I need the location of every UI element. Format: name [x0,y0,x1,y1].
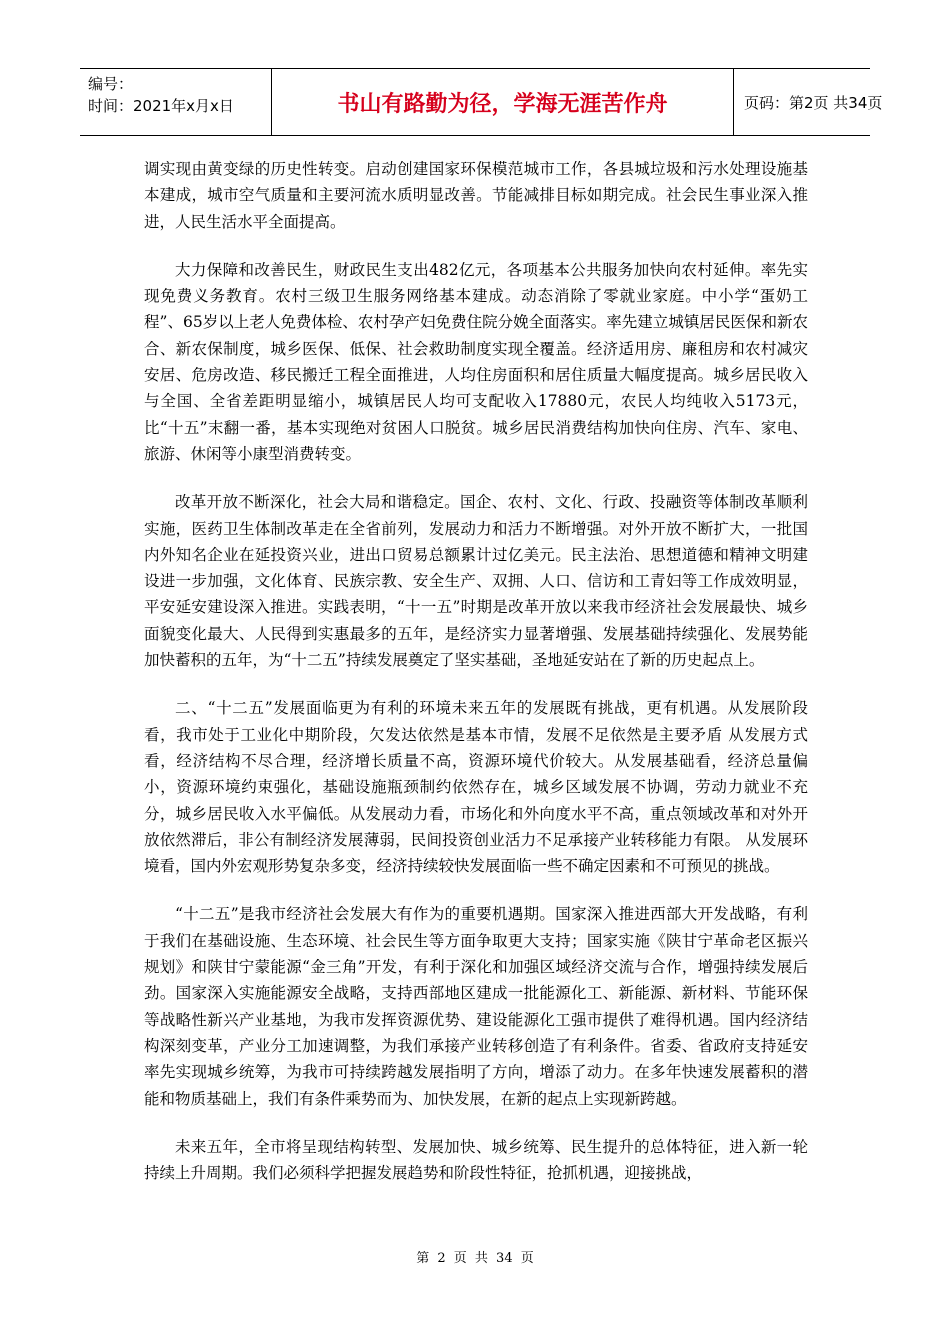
header-page-number: 页码：第2页 共34页 [744,93,883,112]
header-motto: 书山有路勤为径，学海无涯苦作舟 [272,69,734,135]
document-body [144,156,808,1208]
document-time-label: 时间：2021年x月x日 [88,97,234,115]
page-header [80,68,883,136]
header-meta [80,69,272,135]
document-number-label: 编号： [88,75,134,93]
page-footer: 第 2 页 共 34 页 [416,1251,534,1266]
body-paragraph-3: 改革开放不断深化，社会大局和谐稳定。国企、农村、文化、行政、投融资等体制改革顺利实施，医药卫生体制改革走在全省前列，发展动力和活力不断增强。对外开放不断扩大，一批国内外知名企业在延投资兴业，进出口贸易总额累计过亿美元。民主法治、思想道德和精神文明建设进一步加强，文化体育、民族宗教、安全生产、双拥、人口、信访和工青妇等工作成效明显，平安延安建设深入推进。实践表明，“十一五”时期是改革开放以来我市经济社会发展最快、城乡面貌变化最大、人民得到实惠最多的五年，是经济实力显著增强、发展基础持续强化、发展势能加快蓄积的五年，为“十二五”持续发展奠定了坚实基础，圣地延安站在了新的历史起点上。 [144,493,808,670]
body-paragraph-6: 未来五年，全市将呈现结构转型、发展加快、城乡统筹、民生提升的总体特征，进入新一轮持续上升周期。我们必须科学把握发展趋势和阶段性特征，抢抓机遇，迎接挑战， [144,1137,808,1183]
body-paragraph-2: 大力保障和改善民生，财政民生支出482亿元，各项基本公共服务加快向农村延伸。率先实现免费义务教育。农村三级卫生服务网络基本建成。动态消除了零就业家庭。中小学“蛋奶工程”、65岁以上老人免费体检、农村孕产妇免费住院分娩全面落实。率先建立城镇居民医保和新农合、新农保制度，城乡医保、低保、社会救助制度实现全覆盖。经济适用房、廉租房和农村减灾安居、危房改造、移民搬迁工程全面推进，人均住房面积和居住质量大幅度提高。城乡居民收入与全国、全省差距明显缩小，城镇居民人均可支配收入17880元，农民人均纯收入5173元，比“十五”末翻一番，基本实现绝对贫困人口脱贫。城乡居民消费结构加快向住房、汽车、家电、旅游、休闲等小康型消费转变。 [144,260,808,463]
body-paragraph-5: “十二五”是我市经济社会发展大有作为的重要机遇期。国家深入推进西部大开发战略，有利于我们在基础设施、生态环境、社会民生等方面争取更大支持；国家实施《陕甘宁革命老区振兴规划》和陕甘宁蒙能源“金三角”开发，有利于深化和加强区域经济交流与合作，增强持续发展后劲。国家深入实施能源安全战略，支持西部地区建成一批能源化工、新能源、新材料、节能环保等战略性新兴产业基地，为我市发挥资源优势、建设能源化工强市提供了难得机遇。国内经济结构深刻变革，产业分工加速调整，为我们承接产业转移创造了有利条件。省委、省政府支持延安率先实现城乡统筹，为我市可持续跨越发展指明了方向，增添了动力。在多年快速发展蓄积的潜能和物质基础上，我们有条件乘势而为、加快发展，在新的起点上实现新跨越。 [144,905,808,1108]
body-paragraph-4: 二、“十二五”发展面临更为有利的环境未来五年的发展既有挑战，更有机遇。从发展阶段看，我市处于工业化中期阶段，欠发达依然是基本市情，发展不足依然是主要矛盾 从发展方式看，经济结构不尽合理，经济增长质量不高，资源环境代价较大。从发展基础看，经济总量偏小，资源环境约束强化，基础设施瓶颈制约依然存在，城乡区域发展不协调，劳动力就业不充分，城乡居民收入水平偏低。从发展动力看，市场化和外向度水平不高，重点领域改革和对外开放依然滞后，非公有制经济发展薄弱，民间投资创业活力不足承接产业转移能力有限。 从发展环境看，国内外宏观形势复杂多变，经济持续较快发展面临一些不确定因素和不可预见的挑战。 [144,699,808,876]
body-paragraph-1: 调实现由黄变绿的历史性转变。启动创建国家环保模范城市工作，各县城垃圾和污水处理设施基本建成，城市空气质量和主要河流水质明显改善。节能减排目标如期完成。社会民生事业深入推进，人民生活水平全面提高。 [144,160,808,231]
